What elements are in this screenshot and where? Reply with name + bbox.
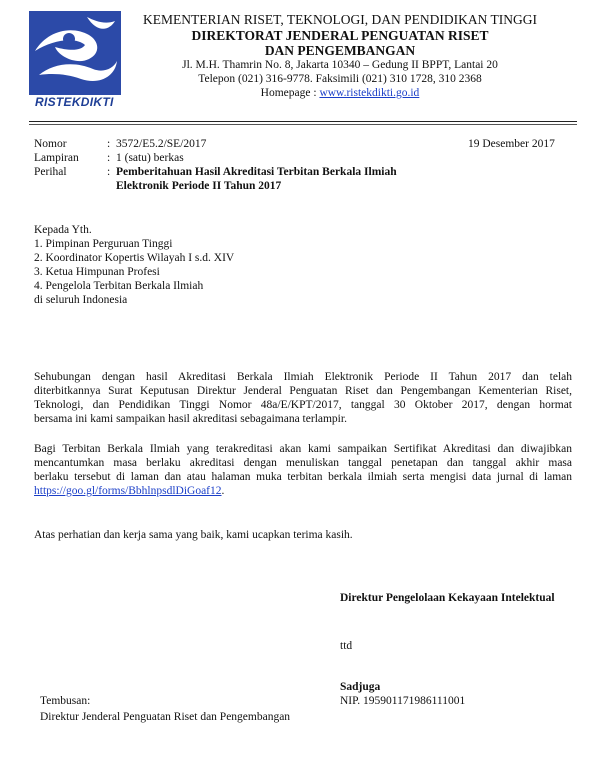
perihal-label: Perihal (34, 166, 67, 178)
recipient-3: 3. Ketua Himpunan Profesi (34, 266, 160, 278)
signature-ttd: ttd (340, 640, 353, 652)
logo-emblem-icon (29, 11, 121, 95)
nomor-colon: : (107, 138, 111, 150)
perihal-line1: Pemberitahuan Hasil Akreditasi Terbitan Berkala Ilmiah (116, 166, 397, 178)
paragraph-1-line: bersama ini kami sampaikan hasil akreditasi sebagaimana terlampir. (34, 413, 347, 425)
recipient-1: 1. Pimpinan Perguruan Tinggi (34, 238, 173, 250)
form-link-suffix: . (221, 485, 225, 497)
nomor-value: 3572/E5.2/SE/2017 (116, 138, 207, 150)
logo-wordmark: RISTEKDIKTI (35, 95, 114, 109)
letterhead-divider (29, 121, 577, 122)
recipient-2: 2. Koordinator Kopertis Wilayah I s.d. XIV (34, 252, 235, 264)
paragraph-2-link-line (34, 484, 572, 498)
homepage (125, 86, 555, 100)
ristekdikti-logo (29, 11, 121, 109)
homepage-link[interactable]: www.ristekdikti.go.id (319, 87, 420, 99)
body-paragraph-1 (34, 370, 572, 426)
recipient-location: di seluruh Indonesia (34, 294, 128, 306)
cc-label: Tembusan: (40, 695, 91, 707)
recipient-4: 4. Pengelola Terbitan Berkala Ilmiah (34, 280, 204, 292)
cc-recipient: Direktur Jenderal Penguatan Riset dan Pengembangan (40, 711, 291, 723)
directorate-name-line2: DAN PENGEMBANGAN (264, 43, 416, 58)
address: Jl. M.H. Thamrin No. 8, Jakarta 10340 – Gedung II BPPT, Lantai 20 (182, 59, 498, 71)
paragraph-1-line: Teknologi, dan Pendidikan Tinggi Nomor 48a/E/KPT/2017, tanggal 30 Oktober 2017, dengan hormat (34, 399, 572, 411)
greeting: Kepada Yth. (34, 224, 92, 236)
letter-date: 19 Desember 2017 (468, 138, 555, 150)
paragraph-2-line: Bagi Terbitan Berkala Ilmiah yang terakreditasi akan kami sampaikan Sertifikat Akreditasi dan diwajibkan (34, 443, 572, 455)
paragraph-1-line: Sehubungan dengan hasil Akreditasi Berkala Ilmiah Elektronik Periode II Tahun 2017 dan telah (34, 371, 572, 383)
letterhead-text (125, 12, 555, 100)
body-paragraph-2 (34, 442, 572, 498)
directorate-name-line1: DIREKTORAT JENDERAL PENGUATAN RISET (191, 28, 489, 43)
lampiran-value: 1 (satu) berkas (116, 152, 184, 164)
lampiran-label: Lampiran (34, 152, 79, 164)
perihal-colon: : (107, 166, 111, 178)
lampiran-colon: : (107, 152, 111, 164)
paragraph-2-line: berlaku tersebut di laman dan atau halaman muka terbitan berkala ilmiah serta mengisi data jurnal di laman (34, 471, 572, 483)
signatory-name: Sadjuga (340, 681, 381, 693)
signatory-position: Direktur Pengelolaan Kekayaan Intelektual (340, 592, 555, 604)
perihal-line2: Elektronik Periode II Tahun 2017 (116, 180, 282, 192)
form-link[interactable]: https://goo.gl/forms/BbhlnpsdlDiGoaf12 (34, 485, 222, 497)
paragraph-2-line: mencantumkan masa berlaku akreditasi dengan menuliskan tanggal penetapan dan tanggal akhir masa (34, 457, 572, 469)
ministry-name: KEMENTERIAN RISET, TEKNOLOGI, DAN PENDIDIKAN TINGGI (142, 12, 538, 27)
paragraph-1-line: diterbitkannya Surat Keputusan Direktur Jenderal Penguatan Riset dan Pengembangan Kementerian Riset, (34, 385, 572, 397)
homepage-label: Homepage : (260, 87, 320, 99)
nomor-label: Nomor (34, 138, 67, 150)
letterhead-divider-thin (29, 124, 577, 125)
closing-sentence: Atas perhatian dan kerja sama yang baik, kami ucapkan terima kasih. (34, 529, 353, 541)
signatory-nip: NIP. 195901171986111001 (340, 695, 466, 707)
phone-fax: Telepon (021) 316-9778. Faksimili (021) 310 1728, 310 2368 (198, 73, 482, 85)
